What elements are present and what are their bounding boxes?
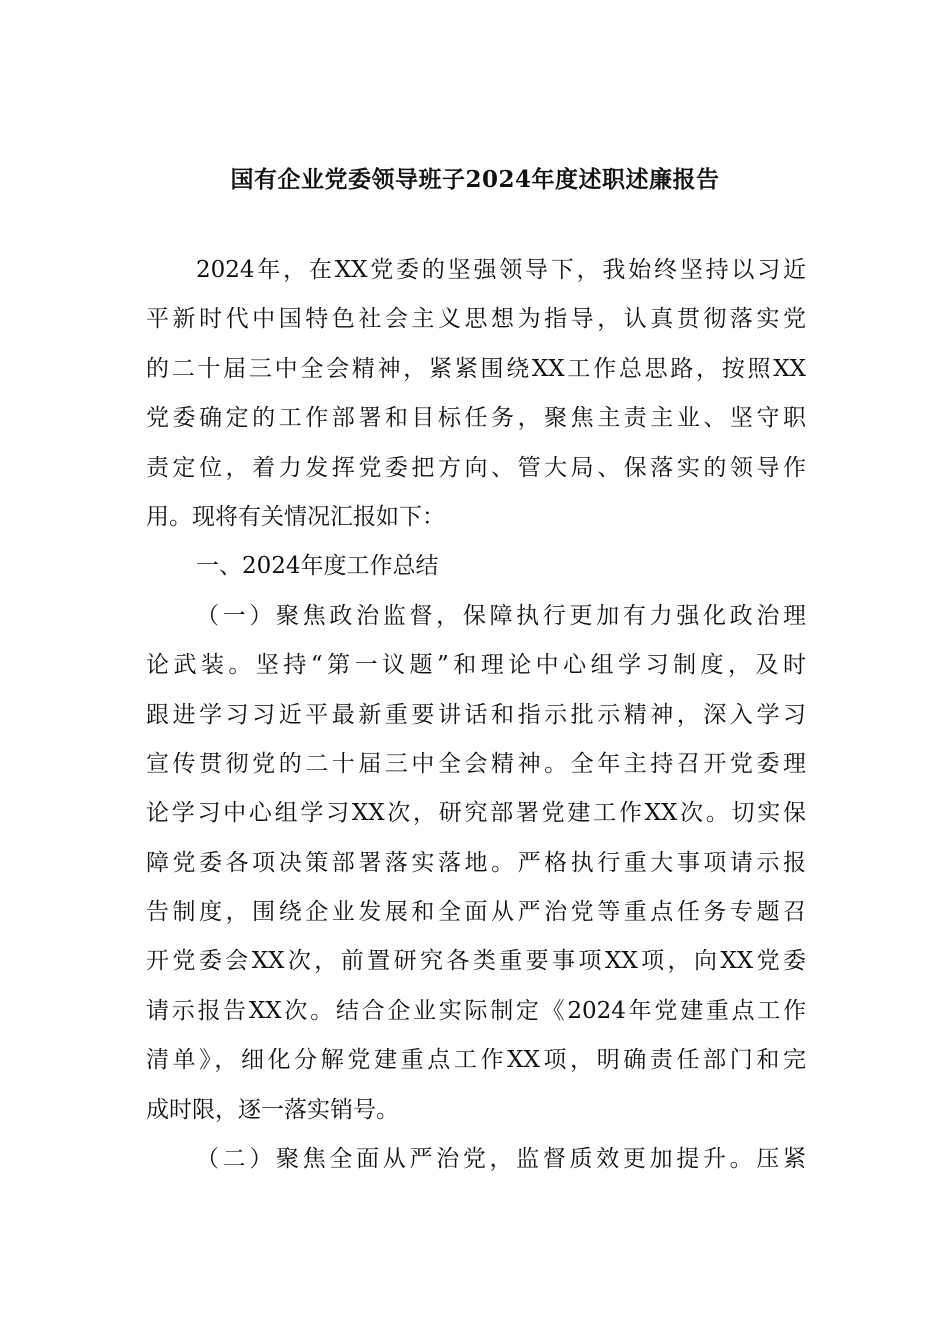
- document-title: 国有企业党委领导班子2024年度述职述廉报告: [230, 166, 720, 193]
- paragraph-line: 清单》，细化分解党建重点工作XX项，明确责任部门和完: [146, 1047, 806, 1074]
- paragraph-line: 责定位，着力发挥党委把方向、管大局、保落实的领导作: [146, 454, 806, 481]
- paragraph-line: 论学习中心组学习XX次，研究部署党建工作XX次。切实保: [146, 800, 806, 827]
- paragraph-line: 请示报告XX次。结合企业实际制定《2024年党建重点工作: [146, 997, 806, 1024]
- paragraph-line: 告制度，围绕企业发展和全面从严治党等重点任务专题召: [146, 899, 806, 926]
- paragraph-line: 2024年，在XX党委的坚强领导下，我始终坚持以习近: [196, 257, 806, 283]
- paragraph-line: （二）聚焦全面从严治党，监督质效更加提升。压紧: [196, 1146, 806, 1173]
- paragraph-line: 的二十届三中全会精神，紧紧围绕XX工作总思路，按照XX: [146, 355, 806, 382]
- paragraph-line: 跟进学习习近平最新重要讲话和指示批示精神，深入学习: [146, 701, 806, 728]
- paragraph-line: 一、2024年度工作总结: [196, 553, 439, 580]
- document-body: [146, 246, 806, 1184]
- paragraph-line: 平新时代中国特色社会主义思想为指导，认真贯彻落实党: [146, 306, 806, 333]
- paragraph-line: 开党委会XX次，前置研究各类重要事项XX项，向XX党委: [146, 948, 806, 975]
- paragraph-line: 用。现将有关情况汇报如下：: [146, 503, 445, 530]
- paragraph-line: 宣传贯彻党的二十届三中全会精神。全年主持召开党委理: [146, 750, 806, 777]
- paragraph-line: 党委确定的工作部署和目标任务，聚焦主责主业、坚守职: [146, 405, 806, 432]
- paragraph-line: （一）聚焦政治监督，保障执行更加有力强化政治理: [196, 602, 806, 629]
- paragraph-line: 成时限，逐一落实销号。: [146, 1096, 399, 1123]
- paragraph-line: 论武装。坚持“第一议题”和理论中心组学习制度，及时: [146, 652, 806, 679]
- paragraph-line: 障党委各项决策部署落实落地。严格执行重大事项请示报: [146, 849, 806, 876]
